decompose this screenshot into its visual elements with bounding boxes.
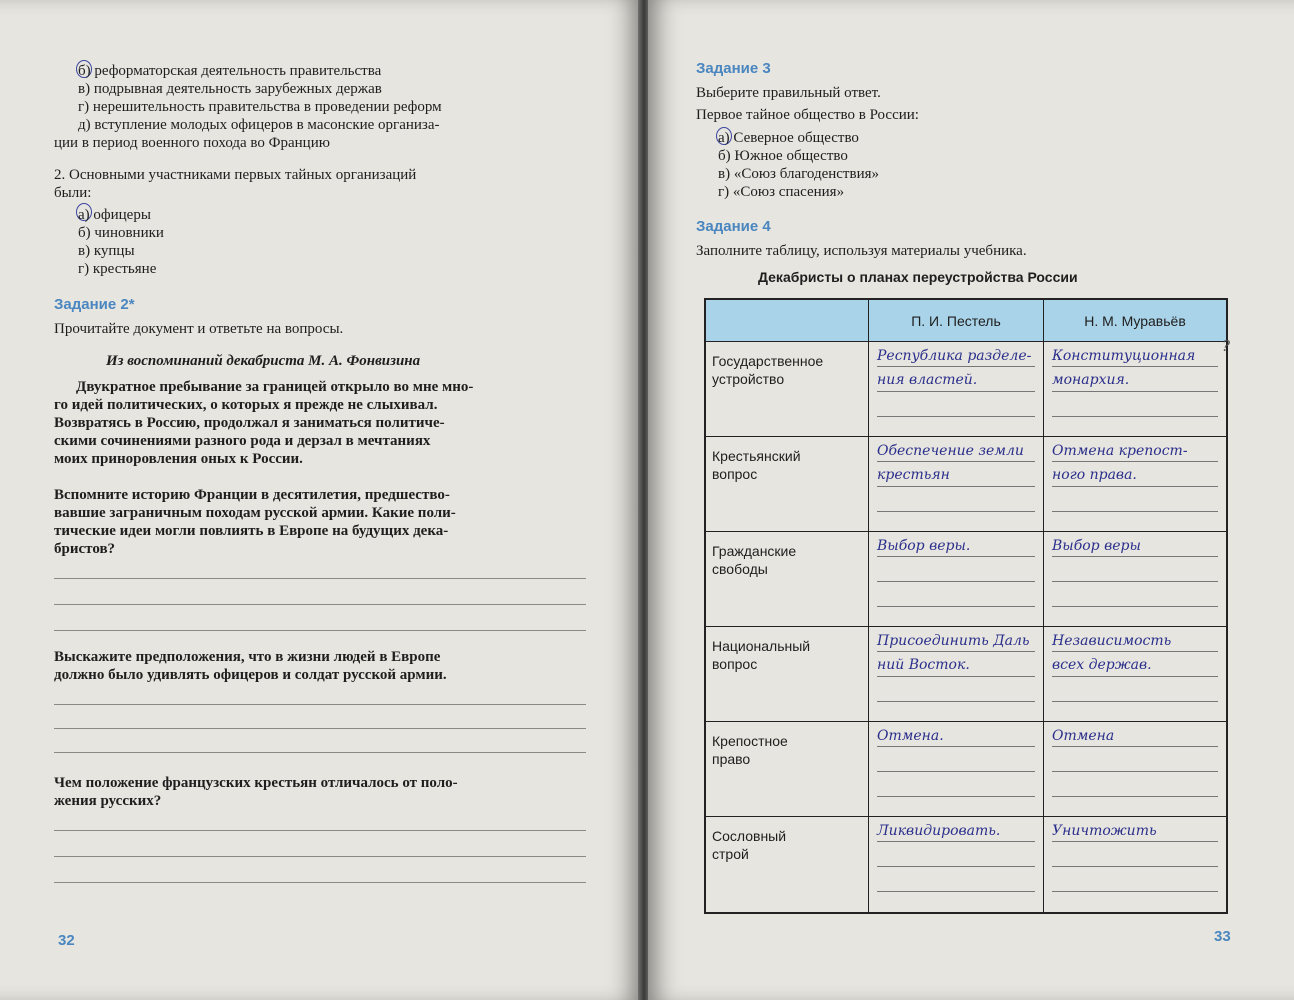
task-3-option: б) Южное общество (718, 148, 848, 164)
table-cell (869, 722, 1044, 817)
q2-option: в) купцы (78, 243, 135, 259)
handwritten-answer: Отмена (1052, 728, 1115, 744)
left-page (0, 0, 640, 1000)
page-number: 33 (1214, 928, 1231, 945)
answer-line (54, 604, 586, 605)
answer-line (54, 856, 586, 857)
handwritten-answer: Ликвидировать. (877, 823, 1001, 839)
table-cell (869, 627, 1044, 722)
question-2-line: 2. Основными участниками первых тайных организаций (54, 167, 417, 183)
option-line: г) нерешительность правительства в проведении реформ (78, 99, 442, 115)
option-line: д) вступление молодых офицеров в масонские организа- (78, 117, 440, 133)
document-text (54, 378, 584, 468)
document-line: го идей политических, о которых я прежде не слыхивал. (54, 397, 438, 413)
table-cell (869, 342, 1044, 437)
document-line: Двукратное пребывание за границей открыло во мне мно- (76, 379, 474, 395)
table-header-muravyov: Н. М. Муравьёв (1044, 300, 1226, 342)
row-label: Гражданские свободы (706, 532, 869, 627)
question-line: должно было удивлять офицеров и солдат русской армии. (54, 667, 447, 683)
task-3-option: а) Северное общество (718, 130, 859, 146)
table-cell (1044, 437, 1226, 532)
question-line: тические идеи могли повлиять в Европе на будущих дека- (54, 523, 449, 539)
answer-line (54, 728, 586, 729)
table-cell (1044, 627, 1226, 722)
option-line: б) реформаторская деятельность правительства (78, 63, 382, 79)
handwritten-answer: Независимость всех держав. (1052, 633, 1172, 673)
table-cell (1044, 817, 1226, 912)
handwritten-answer: Обеспечение земли крестьян (877, 443, 1024, 483)
answer-line (54, 830, 586, 831)
task-3-title: Задание 3 (696, 60, 771, 77)
row-label: Государственное устройство (706, 342, 869, 437)
task-4-title: Задание 4 (696, 218, 771, 235)
task-3-option: г) «Союз спасения» (718, 184, 845, 200)
row-label: Крепостное право (706, 722, 869, 817)
page-number: 32 (58, 932, 75, 949)
task-3-question: Первое тайное общество в России: (696, 107, 919, 123)
question-line: Чем положение французских крестьян отличалось от поло- (54, 775, 458, 791)
q2-option: б) чиновники (78, 225, 164, 241)
q2-option: а) офицеры (78, 207, 151, 223)
handwritten-answer: Отмена крепост- ного права. (1052, 443, 1188, 483)
answer-line (54, 704, 586, 705)
question-line: жения русских? (54, 793, 162, 809)
handwritten-answer: Присоединить Даль ний Восток. (877, 633, 1030, 673)
table-header-empty (706, 300, 869, 342)
table-cell (869, 817, 1044, 912)
handwritten-answer: Отмена. (877, 728, 944, 744)
option-line: в) подрывная деятельность зарубежных держав (78, 81, 382, 97)
answer-line (54, 752, 586, 753)
margin-note: ? (1222, 337, 1231, 355)
answer-line (54, 578, 586, 579)
task-2-title: Задание 2* (54, 296, 135, 313)
q2-option: г) крестьяне (78, 261, 157, 277)
task-2-instruction: Прочитайте документ и ответьте на вопросы. (54, 321, 344, 337)
decembrists-table (704, 298, 1231, 914)
question-line: вавшие заграничным походам русской армии. Какие поли- (54, 505, 456, 521)
table-title: Декабристы о планах переустройства России (758, 269, 1078, 285)
row-label: Крестьянский вопрос (706, 437, 869, 532)
handwritten-answer: Уничтожить (1052, 823, 1157, 839)
question-line: Вспомните историю Франции в десятилетия, предшество- (54, 487, 450, 503)
question-peasants (54, 774, 584, 810)
answer-line (54, 882, 586, 883)
document-line: Возвратясь в Россию, продолжал я заниматься политиче- (54, 415, 445, 431)
document-line: скими сочинениями разного рода и дерзал в мечтаниях (54, 433, 431, 449)
task-3-option: в) «Союз благоденствия» (718, 166, 880, 182)
table-header-pestel: П. И. Пестель (869, 300, 1044, 342)
document-title: Из воспоминаний декабриста М. А. Фонвизина (106, 353, 421, 369)
question-line: бристов? (54, 541, 116, 557)
handwritten-answer: Конституционная монархия. (1052, 348, 1196, 388)
row-label: Сословный строй (706, 817, 869, 912)
table-cell (1044, 342, 1226, 437)
handwritten-answer: Выбор веры (1052, 538, 1141, 554)
handwritten-answer: Выбор веры. (877, 538, 971, 554)
question-europe-life (54, 648, 584, 684)
answer-line (54, 630, 586, 631)
question-2-line: были: (54, 185, 92, 201)
option-line: ции в период военного похода во Францию (54, 135, 330, 151)
document-line: моих приноровления оных к России. (54, 451, 303, 467)
row-label: Национальный вопрос (706, 627, 869, 722)
task-4-instruction: Заполните таблицу, используя материалы учебника. (696, 243, 1027, 259)
table-cell (1044, 722, 1226, 817)
handwritten-answer: Республика разделе- ния властей. (877, 348, 1032, 388)
question-line: Выскажите предположения, что в жизни людей в Европе (54, 649, 441, 665)
question-france-history (54, 486, 584, 558)
table-cell (869, 532, 1044, 627)
table-cell (869, 437, 1044, 532)
table-cell (1044, 532, 1226, 627)
task-3-instruction: Выберите правильный ответ. (696, 85, 881, 101)
